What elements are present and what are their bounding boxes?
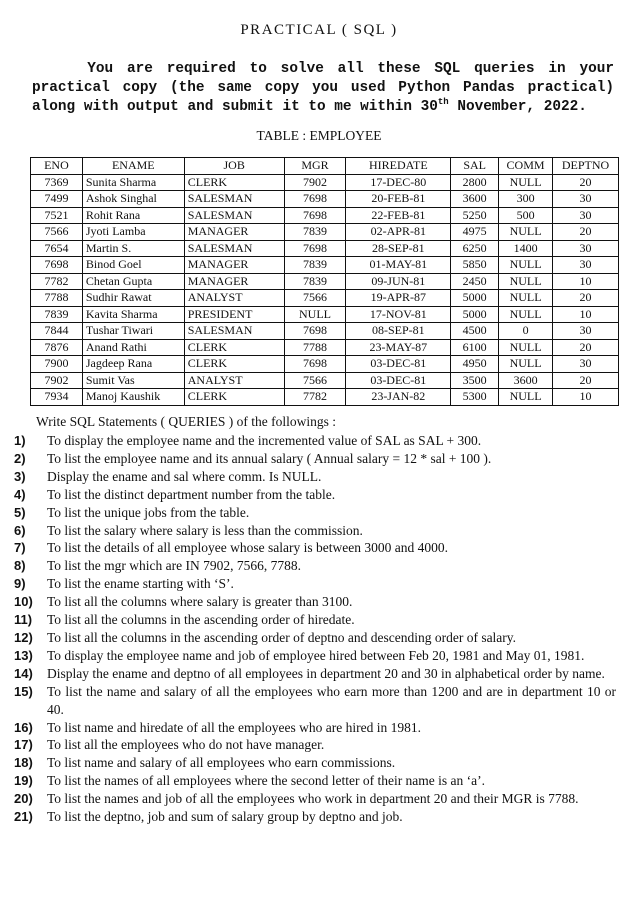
query-item: [0, 557, 616, 575]
query-text: To list all the columns where salary is greater than 3100.: [47, 594, 353, 610]
query-number: 8): [14, 558, 26, 574]
table-cell: 09-JUN-81: [346, 273, 451, 290]
query-number: 5): [14, 504, 26, 520]
table-cell: 17-DEC-80: [346, 174, 451, 191]
query-item: [0, 575, 616, 593]
table-cell: 10: [553, 273, 619, 290]
table-header-row: [31, 158, 619, 175]
query-number: 18): [14, 755, 33, 771]
table-cell: NULL: [499, 290, 553, 307]
table-cell: 17-NOV-81: [346, 306, 451, 323]
table-cell: PRESIDENT: [184, 306, 284, 323]
table-cell: Ashok Singhal: [82, 191, 184, 208]
table-cell: 7698: [284, 191, 346, 208]
table-cell: 5300: [451, 389, 499, 406]
table-row: [31, 323, 619, 340]
table-cell: 20: [553, 372, 619, 389]
table-cell: 7900: [31, 356, 83, 373]
table-cell: Binod Goel: [82, 257, 184, 274]
page-title: PRACTICAL ( SQL ): [240, 22, 398, 38]
table-cell: 23-JAN-82: [346, 389, 451, 406]
query-text: To list name and salary of all employees who earn commissions.: [47, 755, 396, 771]
table-cell: ANALYST: [184, 372, 284, 389]
table-cell: 19-APR-87: [346, 290, 451, 307]
query-item: [0, 450, 616, 468]
table-cell: Sumit Vas: [82, 372, 184, 389]
query-number: 2): [14, 450, 26, 466]
table-cell: 28-SEP-81: [346, 240, 451, 257]
query-item: [0, 593, 616, 611]
table-cell: NULL: [499, 339, 553, 356]
query-number: 15): [14, 683, 33, 699]
table-cell: 0: [499, 323, 553, 340]
table-cell: 500: [499, 207, 553, 224]
instructions-line: You are required to solve all these SQL queries in your: [32, 61, 614, 77]
query-item: [0, 468, 616, 486]
query-item: [0, 808, 616, 826]
table-cell: 08-SEP-81: [346, 323, 451, 340]
table-row: [31, 356, 619, 373]
table-cell: 7839: [31, 306, 83, 323]
table-cell: Manoj Kaushik: [82, 389, 184, 406]
table-cell: 20-FEB-81: [346, 191, 451, 208]
table-cell: MANAGER: [184, 273, 284, 290]
table-cell: 30: [553, 356, 619, 373]
query-number: 9): [14, 576, 26, 592]
table-cell: NULL: [284, 306, 346, 323]
query-number: 20): [14, 791, 33, 807]
query-item: [0, 504, 616, 522]
table-cell: NULL: [499, 174, 553, 191]
table-cell: 1400: [499, 240, 553, 257]
table-row: [31, 174, 619, 191]
table-cell: 5850: [451, 257, 499, 274]
table-cell: 7788: [31, 290, 83, 307]
instructions-paragraph: [32, 60, 614, 117]
table-cell: 30: [553, 323, 619, 340]
table-cell: NULL: [499, 356, 553, 373]
table-cell: 30: [553, 207, 619, 224]
table-cell: 2800: [451, 174, 499, 191]
table-cell: SALESMAN: [184, 323, 284, 340]
table-cell: Jagdeep Rana: [82, 356, 184, 373]
query-item: [0, 611, 616, 629]
table-row: [31, 257, 619, 274]
table-cell: Chetan Gupta: [82, 273, 184, 290]
table-cell: 20: [553, 224, 619, 241]
table-cell: NULL: [499, 306, 553, 323]
query-number: 3): [14, 468, 26, 484]
table-cell: 10: [553, 389, 619, 406]
query-item: [0, 486, 616, 504]
query-item: [0, 754, 616, 772]
query-number: 16): [14, 719, 33, 735]
table-cell: SALESMAN: [184, 191, 284, 208]
table-cell: 7698: [284, 323, 346, 340]
table-cell: 7839: [284, 224, 346, 241]
table-cell: 7788: [284, 339, 346, 356]
query-number: 1): [14, 433, 26, 448]
table-cell: 7902: [284, 174, 346, 191]
query-item: [0, 522, 616, 540]
column-header: ENO: [31, 158, 83, 175]
query-text: To list the unique jobs from the table.: [47, 504, 250, 520]
query-item: [0, 647, 616, 665]
table-cell: NULL: [499, 257, 553, 274]
table-cell: 7521: [31, 207, 83, 224]
column-header: DEPTNO: [553, 158, 619, 175]
instructions-text: November, 2022.: [448, 99, 587, 115]
query-number: 17): [14, 737, 33, 753]
instructions-text: along with output and submit it to me within 30: [32, 99, 438, 115]
query-number: 13): [14, 647, 33, 663]
query-text: To list the names of all employees where the second letter of their name is an ‘a’.: [47, 773, 486, 789]
table-cell: 30: [553, 240, 619, 257]
query-text: Display the ename and deptno of all employees in department 20 and 30 in alphabetical order by name.: [47, 665, 605, 681]
table-cell: Kavita Sharma: [82, 306, 184, 323]
table-cell: 7698: [31, 257, 83, 274]
table-cell: 20: [553, 290, 619, 307]
table-cell: 2450: [451, 273, 499, 290]
query-text: To list the mgr which are IN 7902, 7566, 7788.: [47, 558, 302, 574]
table-cell: 30: [553, 191, 619, 208]
table-cell: 7902: [31, 372, 83, 389]
table-cell: SALESMAN: [184, 207, 284, 224]
query-text: To list the ename starting with ‘S’.: [47, 576, 234, 592]
query-text: To list all the employees who do not have manager.: [47, 737, 325, 753]
table-cell: 10: [553, 306, 619, 323]
query-item: [0, 683, 616, 719]
column-header: ENAME: [82, 158, 184, 175]
table-cell: CLERK: [184, 339, 284, 356]
table-row: [31, 290, 619, 307]
table-cell: Anand Rathi: [82, 339, 184, 356]
query-text: To list the names and job of all the employees who work in department 20 and their MGR is 7788.: [47, 791, 579, 807]
table-cell: 3600: [451, 191, 499, 208]
query-item: [0, 629, 616, 647]
table-cell: CLERK: [184, 356, 284, 373]
table-cell: 7566: [284, 372, 346, 389]
table-cell: 20: [553, 174, 619, 191]
column-header: COMM: [499, 158, 553, 175]
table-cell: 7499: [31, 191, 83, 208]
table-cell: 5250: [451, 207, 499, 224]
query-item: [0, 772, 616, 790]
query-item: [0, 790, 616, 808]
table-cell: 03-DEC-81: [346, 356, 451, 373]
table-cell: 7934: [31, 389, 83, 406]
query-item: [0, 665, 616, 683]
instructions-line: practical copy (the same copy you used Python Pandas practical): [32, 80, 614, 96]
column-header: JOB: [184, 158, 284, 175]
query-item: [0, 432, 616, 450]
table-cell: 7839: [284, 273, 346, 290]
query-number: 21): [14, 809, 33, 825]
queries-heading: Write SQL Statements ( QUERIES ) of the followings :: [36, 414, 337, 429]
table-cell: Tushar Tiwari: [82, 323, 184, 340]
table-cell: 7782: [31, 273, 83, 290]
table-row: [31, 224, 619, 241]
query-number: 11): [14, 612, 33, 628]
query-number: 10): [14, 594, 33, 610]
column-header: SAL: [451, 158, 499, 175]
table-row: [31, 372, 619, 389]
table-cell: 4975: [451, 224, 499, 241]
table-cell: NULL: [499, 224, 553, 241]
table-cell: 30: [553, 257, 619, 274]
table-cell: 02-APR-81: [346, 224, 451, 241]
table-cell: 7698: [284, 240, 346, 257]
table-cell: 3600: [499, 372, 553, 389]
query-text: To list all the columns in the ascending order of hiredate.: [47, 612, 355, 628]
query-text: To list the deptno, job and sum of salary group by deptno and job.: [47, 809, 403, 825]
table-cell: CLERK: [184, 174, 284, 191]
query-number: 4): [14, 486, 26, 502]
table-cell: SALESMAN: [184, 240, 284, 257]
table-cell: NULL: [499, 273, 553, 290]
table-cell: 01-MAY-81: [346, 257, 451, 274]
table-title: TABLE : EMPLOYEE: [256, 128, 382, 143]
table-cell: 4950: [451, 356, 499, 373]
table-row: [31, 339, 619, 356]
table-cell: CLERK: [184, 389, 284, 406]
table-cell: 5000: [451, 290, 499, 307]
table-cell: NULL: [499, 389, 553, 406]
table-cell: Sunita Sharma: [82, 174, 184, 191]
table-row: [31, 191, 619, 208]
table-row: [31, 389, 619, 406]
table-cell: 6250: [451, 240, 499, 257]
query-text: To list the name and salary of all the employees who earn more than 1200 and are in department 10 or 40.: [47, 683, 616, 717]
column-header: HIREDATE: [346, 158, 451, 175]
query-text: To list name and hiredate of all the employees who are hired in 1981.: [47, 719, 421, 735]
query-text: To display the employee name and the incremented value of SAL as SAL + 300.: [47, 433, 482, 448]
table-cell: 7566: [284, 290, 346, 307]
instructions-line-last: [32, 98, 614, 117]
table-cell: 03-DEC-81: [346, 372, 451, 389]
table-cell: ANALYST: [184, 290, 284, 307]
query-text: Display the ename and sal where comm. Is NULL.: [47, 468, 322, 484]
table-cell: 6100: [451, 339, 499, 356]
table-cell: 3500: [451, 372, 499, 389]
table-cell: 7782: [284, 389, 346, 406]
table-cell: 7876: [31, 339, 83, 356]
table-cell: 4500: [451, 323, 499, 340]
table-cell: 7844: [31, 323, 83, 340]
queries-list: [0, 432, 616, 826]
table-cell: 23-MAY-87: [346, 339, 451, 356]
query-number: 19): [14, 773, 33, 789]
query-number: 14): [14, 665, 33, 681]
query-text: To list the salary where salary is less than the commission.: [47, 522, 363, 538]
employee-table: [30, 157, 619, 406]
query-text: To display the employee name and job of employee hired between Feb 20, 1981 and May 01, 1981.: [47, 647, 585, 663]
table-row: [31, 207, 619, 224]
table-cell: Jyoti Lamba: [82, 224, 184, 241]
table-cell: 5000: [451, 306, 499, 323]
table-cell: Sudhir Rawat: [82, 290, 184, 307]
query-text: To list the distinct department number from the table.: [47, 486, 336, 502]
table-cell: 7369: [31, 174, 83, 191]
query-item: [0, 719, 616, 737]
query-text: To list the details of all employee whose salary is between 3000 and 4000.: [47, 540, 448, 556]
table-cell: 22-FEB-81: [346, 207, 451, 224]
query-text: To list all the columns in the ascending order of deptno and descending order of salary.: [47, 629, 517, 645]
table-cell: 7698: [284, 356, 346, 373]
table-row: [31, 306, 619, 323]
query-text: To list the employee name and its annual salary ( Annual salary = 12 * sal + 100 ).: [47, 450, 492, 466]
table-cell: MANAGER: [184, 224, 284, 241]
query-number: 6): [14, 522, 26, 538]
table-cell: 7566: [31, 224, 83, 241]
table-cell: 7839: [284, 257, 346, 274]
table-cell: 20: [553, 339, 619, 356]
table-row: [31, 273, 619, 290]
ordinal-suffix: th: [437, 97, 449, 108]
table-cell: 7654: [31, 240, 83, 257]
query-number: 7): [14, 540, 26, 556]
table-cell: 7698: [284, 207, 346, 224]
query-item: [0, 736, 616, 754]
query-number: 12): [14, 629, 33, 645]
table-cell: Martin S.: [82, 240, 184, 257]
query-item: [0, 539, 616, 557]
table-row: [31, 240, 619, 257]
table-cell: 300: [499, 191, 553, 208]
table-cell: Rohit Rana: [82, 207, 184, 224]
table-cell: MANAGER: [184, 257, 284, 274]
column-header: MGR: [284, 158, 346, 175]
